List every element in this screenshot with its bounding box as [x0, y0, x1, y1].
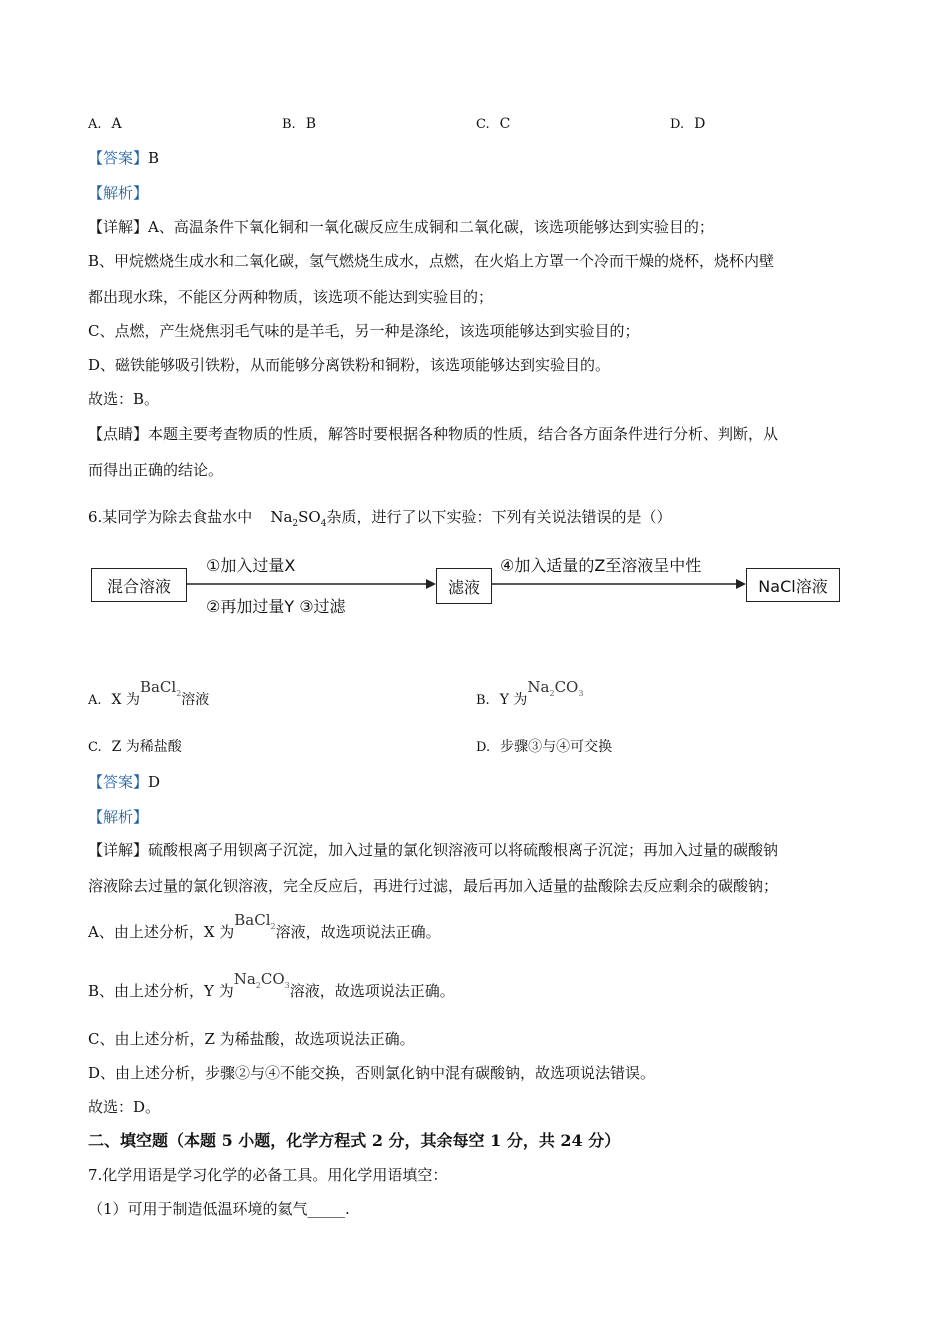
flow-box-mixture: 混合溶液	[91, 568, 187, 602]
q5-comment-2: 而得出正确的结论。	[88, 461, 224, 479]
q6-option-d: D. 步骤③与④可交换	[476, 739, 613, 755]
q5-analysis-tag: 【解析】	[88, 184, 149, 202]
q5-answer: 【答案】B	[88, 149, 160, 167]
q6-analysis-tag: 【解析】	[88, 808, 149, 826]
q6-detail-a: A、由上述分析，X 为BaCl$_2$溶液，故选项说法正确。	[88, 911, 441, 941]
q5-comment-1: 【点睛】本题主要考查物质的性质，解答时要根据各种物质的性质，结合各方面条件进行分析、判断，从	[88, 425, 779, 443]
q5-detail-c: C、点燃，产生烧焦羽毛气味的是羊毛，另一种是涤纶，该选项能够达到实验目的；	[88, 322, 640, 340]
flow-step-3: ④加入适量的Z至溶液呈中性	[500, 556, 702, 575]
q6-conclusion: 故选：D。	[88, 1098, 161, 1116]
q6-detail-1: 【详解】硫酸根离子用钡离子沉淀，加入过量的氯化钡溶液可以将硫酸根离子沉淀；再加入过量的碳酸钠	[88, 841, 779, 859]
na2co3-formula: $Na_2CO_3$	[527, 678, 584, 698]
option-d: D. D	[670, 116, 706, 132]
flow-box-filtrate: 滤液	[436, 568, 492, 604]
q5-detail-b2: 都出现水珠，不能区分两种物质，该选项不能达到实验目的；	[88, 288, 494, 306]
bacl2-formula: BaCl$_2$	[139, 678, 182, 698]
q5-detail-a: 【详解】A、高温条件下氧化铜和一氧化碳反应生成铜和二氧化碳，该选项能够达到实验目的；	[88, 218, 714, 236]
q6-answer: 【答案】D	[88, 773, 161, 791]
q6-detail-2: 溶液除去过量的氯化钡溶液，完全反应后，再进行过滤，最后再加入适量的盐酸除去反应剩余的碳酸钠；	[88, 877, 779, 895]
q5-detail-b1: B、甲烷燃烧生成水和二氧化碳，氢气燃烧生成水，点燃，在火焰上方罩一个冷而干燥的烧杯，烧杯内壁	[88, 252, 775, 270]
flow-arrow-2-head	[736, 579, 746, 589]
q6-stem-formula: $Na_2SO_4$	[270, 508, 327, 529]
bacl2-formula-2: BaCl$_2$	[234, 911, 276, 931]
flow-step-2: ②再加过量Y ③过滤	[206, 597, 346, 616]
flow-step-1: ①加入过量X	[206, 556, 296, 575]
na2co3-formula-2: $Na_2CO_3$	[233, 970, 290, 990]
option-b: B. B	[282, 116, 316, 132]
q6-option-a: A. X 为BaCl$_2$溶液	[88, 678, 210, 708]
option-c: C. C	[476, 116, 511, 132]
option-a: A. A	[88, 116, 122, 132]
q5-conclusion: 故选：B。	[88, 390, 160, 408]
q6-stem: 6.某同学为除去食盐水中 $Na_2SO_4$杂质，进行了以下实验：下列有关说法错误的是（）	[88, 508, 672, 529]
flow-arrow-1-head	[426, 579, 436, 589]
q6-detail-c: C、由上述分析，Z 为稀盐酸，故选项说法正确。	[88, 1030, 415, 1048]
flow-box-nacl: NaCl溶液	[746, 568, 840, 602]
q5-detail-d: D、磁铁能够吸引铁粉，从而能够分离铁粉和铜粉，该选项能够达到实验目的。	[88, 356, 611, 374]
q7-stem: 7.化学用语是学习化学的必备工具。用化学用语填空：	[88, 1166, 448, 1184]
q6-detail-b: B、由上述分析，Y 为$Na_2CO_3$溶液，故选项说法正确。	[88, 970, 455, 1000]
q7-sub-1: （1）可用于制造低温环境的氦气_____.	[88, 1200, 350, 1218]
q6-option-b: B. Y 为$Na_2CO_3$	[476, 678, 584, 708]
q6-detail-d: D、由上述分析，步骤②与④不能交换，否则氯化钠中混有碳酸钠，故选项说法错误。	[88, 1064, 656, 1082]
section-heading: 二、填空题（本题 5 小题，化学方程式 2 分，其余每空 1 分，共 24 分）	[88, 1131, 621, 1150]
q6-option-c: C. Z 为稀盐酸	[88, 739, 182, 755]
